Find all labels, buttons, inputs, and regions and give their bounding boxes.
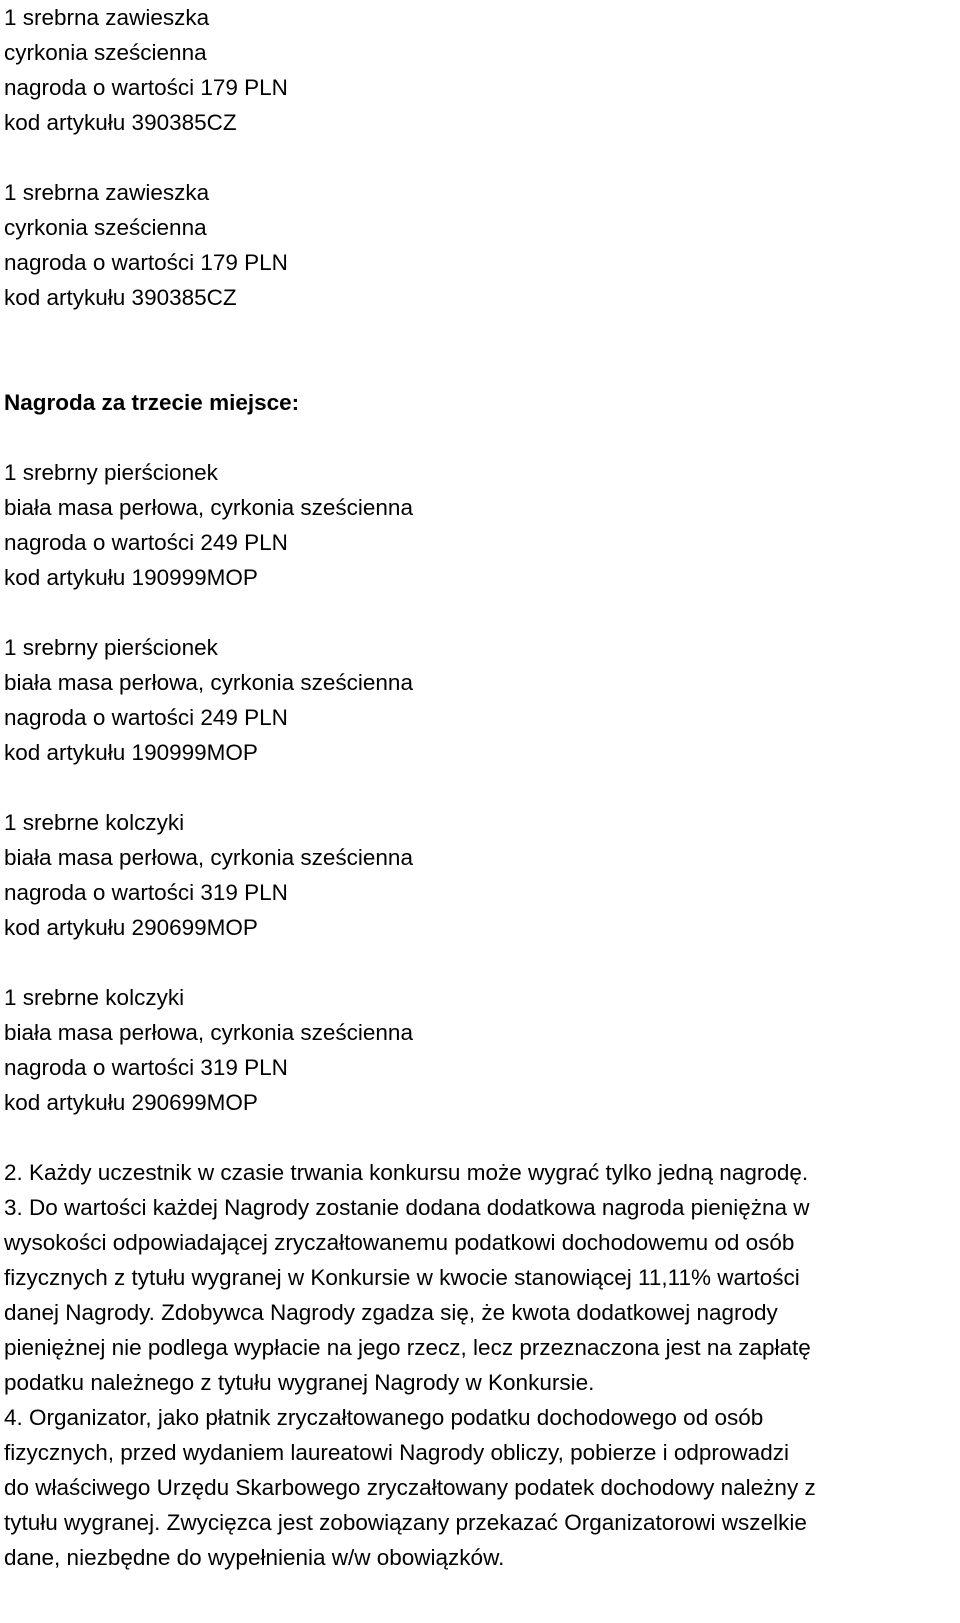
- prize-code: kod artykułu 290699MOP: [4, 1090, 258, 1115]
- prize-value: nagroda o wartości 179 PLN: [4, 75, 288, 100]
- rule-3-line: podatku należnego z tytułu wygranej Nagrody w Konkursie.: [4, 1370, 595, 1395]
- prize-code: kod artykułu 390385CZ: [4, 110, 237, 135]
- prize-block: [4, 805, 954, 945]
- prize-code: kod artykułu 190999MOP: [4, 740, 258, 765]
- prize-material: biała masa perłowa, cyrkonia sześcienna: [4, 495, 413, 520]
- spacer: [4, 1120, 954, 1155]
- rule-4-line: tytułu wygranej. Zwycięzca jest zobowiązany przekazać Organizatorowi wszelkie: [4, 1510, 807, 1535]
- spacer: [4, 420, 954, 455]
- prize-name: 1 srebrna zawieszka: [4, 180, 210, 205]
- rule-3-line: danej Nagrody. Zdobywca Nagrody zgadza się, że kwota dodatkowej nagrody: [4, 1300, 778, 1325]
- rule-4-line: fizycznych, przed wydaniem laureatowi Nagrody obliczy, pobierze i odprowadzi: [4, 1440, 789, 1465]
- prize-name: 1 srebrne kolczyki: [4, 985, 185, 1010]
- prize-material: cyrkonia sześcienna: [4, 215, 207, 240]
- spacer: [4, 770, 954, 805]
- prize-material: biała masa perłowa, cyrkonia sześcienna: [4, 1020, 413, 1045]
- prize-material: biała masa perłowa, cyrkonia sześcienna: [4, 845, 413, 870]
- prize-material: biała masa perłowa, cyrkonia sześcienna: [4, 670, 413, 695]
- prize-name: 1 srebrny pierścionek: [4, 460, 218, 485]
- rule-4: [4, 1400, 954, 1575]
- prize-block: [4, 455, 954, 595]
- prize-block: [4, 630, 954, 770]
- prize-name: 1 srebrny pierścionek: [4, 635, 218, 660]
- prize-block: [4, 175, 954, 315]
- prize-block: [4, 0, 954, 140]
- prize-code: kod artykułu 390385CZ: [4, 285, 237, 310]
- prize-value: nagroda o wartości 319 PLN: [4, 1055, 288, 1080]
- prize-code: kod artykułu 190999MOP: [4, 565, 258, 590]
- spacer: [4, 945, 954, 980]
- prize-block: [4, 980, 954, 1120]
- rule-3: [4, 1190, 954, 1400]
- prize-value: nagroda o wartości 179 PLN: [4, 250, 288, 275]
- spacer: [4, 315, 954, 350]
- prize-name: 1 srebrna zawieszka: [4, 5, 210, 30]
- rule-3-line: pieniężnej nie podlega wypłacie na jego rzecz, lecz przeznaczona jest na zapłatę: [4, 1335, 811, 1360]
- prize-name: 1 srebrne kolczyki: [4, 810, 185, 835]
- third-place-heading: Nagroda za trzecie miejsce:: [4, 390, 300, 415]
- prize-value: nagroda o wartości 249 PLN: [4, 530, 288, 555]
- rule-3-line: fizycznych z tytułu wygranej w Konkursie w kwocie stanowiącej 11,11% wartości: [4, 1265, 800, 1290]
- document-page: [4, 0, 954, 1575]
- spacer: [4, 595, 954, 630]
- prize-code: kod artykułu 290699MOP: [4, 915, 258, 940]
- spacer: [4, 350, 954, 385]
- prize-value: nagroda o wartości 249 PLN: [4, 705, 288, 730]
- prize-material: cyrkonia sześcienna: [4, 40, 207, 65]
- rule-4-line: 4. Organizator, jako płatnik zryczałtowanego podatku dochodowego od osób: [4, 1405, 764, 1430]
- spacer: [4, 140, 954, 175]
- prize-value: nagroda o wartości 319 PLN: [4, 880, 288, 905]
- rule-4-line: do właściwego Urzędu Skarbowego zryczałtowany podatek dochodowy należny z: [4, 1475, 816, 1500]
- rule-2: 2. Każdy uczestnik w czasie trwania konkursu może wygrać tylko jedną nagrodę.: [4, 1160, 809, 1185]
- rule-3-line: wysokości odpowiadającej zryczałtowanemu podatkowi dochodowemu od osób: [4, 1230, 795, 1255]
- rule-3-line: 3. Do wartości każdej Nagrody zostanie dodana dodatkowa nagroda pieniężna w: [4, 1195, 810, 1220]
- rule-4-line: dane, niezbędne do wypełnienia w/w obowiązków.: [4, 1545, 505, 1570]
